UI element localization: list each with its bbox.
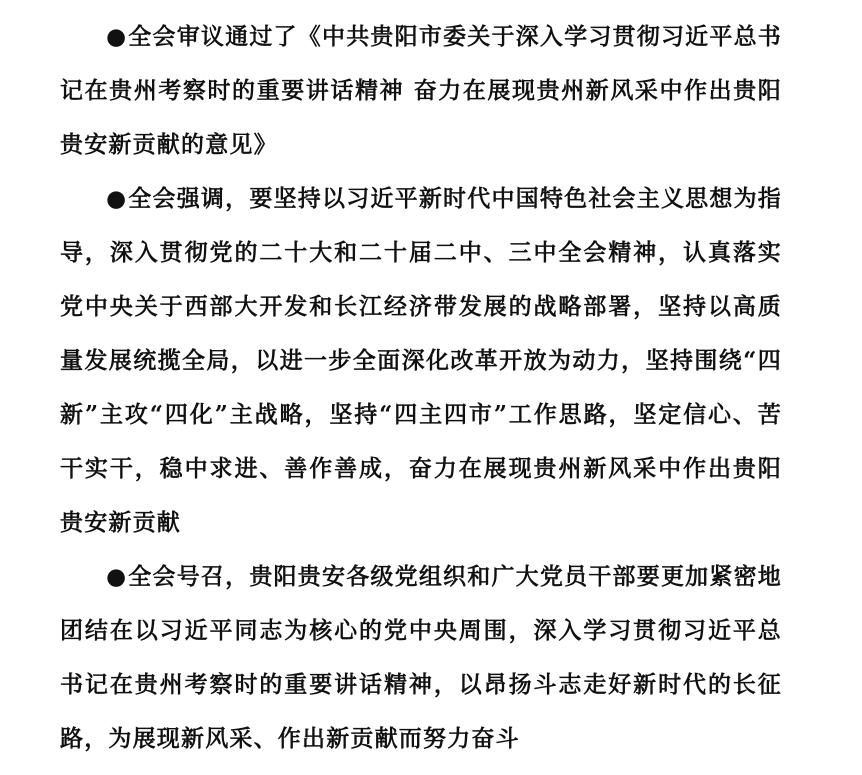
paragraph-text: 全会审议通过了《中共贵阳市委关于深入学习贯彻习近平总书记在贵州考察时的重要讲话精神 奋力在展现贵州新风采中作出贵阳贵安新贡献的意见》	[60, 23, 782, 158]
paragraph-1	[60, 10, 782, 172]
bullet-icon: ●	[106, 23, 128, 50]
paragraph-text: 全会强调，要坚持以习近平新时代中国特色社会主义思想为指导，深入贯彻党的二十大和二十届二中、三中全会精神，认真落实党中央关于西部大开发和长江经济带发展的战略部署，坚持以高质量发展统揽全局，以进一步全面深化改革开放为动力，坚持围绕“四新”主攻“四化”主战略，坚持“四主四市”工作思路，坚定信心、苦干实干，稳中求进、善作善成，奋力在展现贵州新风采中作出贵阳贵安新贡献	[60, 185, 782, 536]
bullet-icon: ●	[106, 563, 128, 590]
paragraph-2	[60, 172, 782, 550]
document-body	[60, 10, 782, 766]
paragraph-text: 全会号召，贵阳贵安各级党组织和广大党员干部要更加紧密地团结在以习近平同志为核心的党中央周围，深入学习贯彻习近平总书记在贵州考察时的重要讲话精神，以昂扬斗志走好新时代的长征路，为展现新风采、作出新贡献而努力奋斗	[60, 563, 782, 752]
paragraph-3	[60, 550, 782, 766]
bullet-icon: ●	[106, 185, 128, 212]
